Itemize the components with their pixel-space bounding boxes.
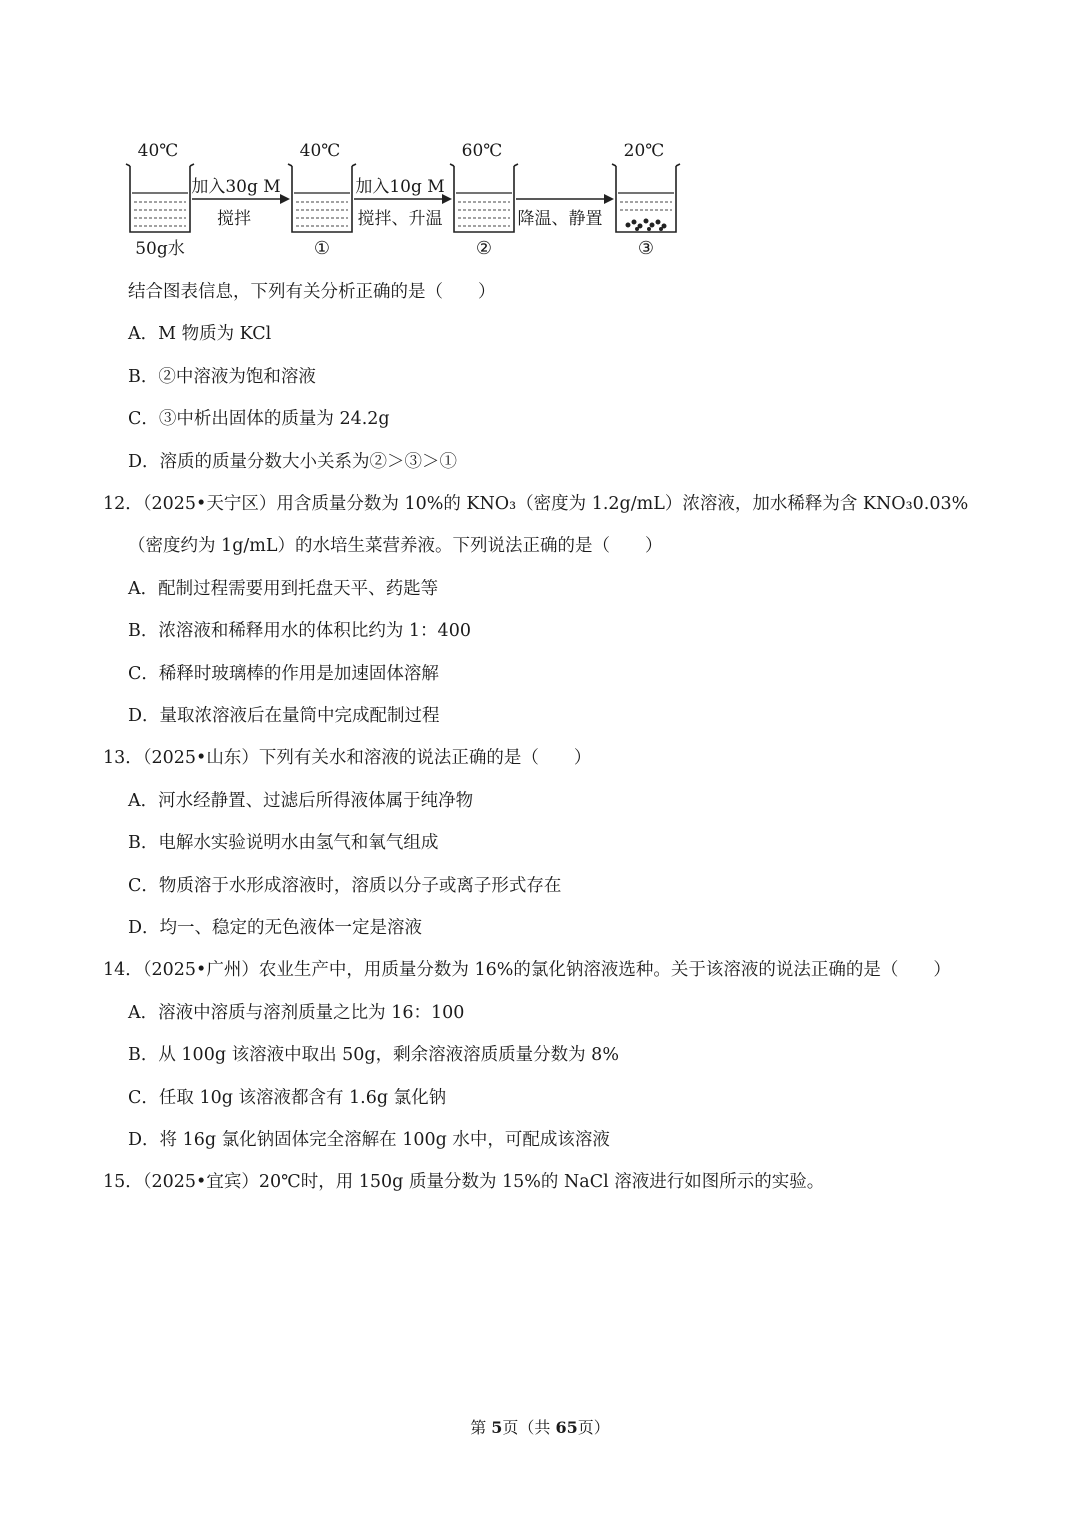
label-2: ②	[475, 238, 493, 259]
step2-bottom: 搅拌、升温	[357, 209, 443, 229]
q12-option-b: B．浓溶液和稀释用水的体积比约为 1：400	[128, 621, 471, 641]
beaker-1	[126, 141, 194, 259]
step1-bottom: 搅拌	[217, 209, 251, 229]
q13-option-c: C．物质溶于水形成溶液时，溶质以分子或离子形式存在	[128, 876, 562, 896]
q12-stem-line2: （密度约为 1g/mL）的水培生菜营养液。下列说法正确的是（ ）	[128, 536, 663, 556]
q15-stem: 15．（2025•宜宾）20℃时，用 150g 质量分数为 15%的 NaCl 溶液进行如图所示的实验。	[103, 1172, 825, 1192]
step3-bottom: 降温、静置	[517, 209, 603, 229]
footer-prefix: 第	[470, 1418, 492, 1437]
q14-option-a: A．溶液中溶质与溶剂质量之比为 16：100	[128, 1003, 465, 1023]
label-3: ③	[637, 238, 655, 259]
temp-3: 60℃	[461, 141, 503, 161]
q13-option-b: B．电解水实验说明水由氢气和氧气组成	[128, 833, 439, 853]
temp-4: 20℃	[623, 141, 665, 161]
experiment-diagram	[120, 130, 690, 260]
q11-option-c: C．③中析出固体的质量为 24.2g	[128, 409, 390, 429]
arrow-1	[191, 177, 290, 229]
crystal-precipitate	[626, 219, 667, 232]
q13-option-a: A．河水经静置、过滤后所得液体属于纯净物	[128, 791, 474, 811]
arrow-3	[516, 194, 614, 229]
q11-option-b: B．②中溶液为饱和溶液	[128, 367, 316, 387]
q12-option-d: D．量取浓溶液后在量筒中完成配制过程	[128, 706, 440, 726]
step2-top: 加入10g M	[355, 177, 445, 197]
temp-1: 40℃	[137, 141, 179, 161]
label-1: ①	[313, 238, 331, 259]
footer-suffix: 页）	[577, 1418, 610, 1437]
page-footer	[0, 1415, 1080, 1438]
footer-total-pages: 65	[555, 1418, 578, 1437]
temp-2: 40℃	[299, 141, 341, 161]
q13-option-d: D．均一、稳定的无色液体一定是溶液	[128, 918, 423, 938]
q11-stem: 结合图表信息，下列有关分析正确的是（ ）	[128, 282, 496, 302]
beaker-4	[612, 141, 680, 259]
footer-mid: 页（共	[502, 1418, 556, 1437]
q14-option-d: D．将 16g 氯化钠固体完全溶解在 100g 水中，可配成该溶液	[128, 1130, 610, 1150]
q14-option-c: C．任取 10g 该溶液都含有 1.6g 氯化钠	[128, 1088, 447, 1108]
beaker-2	[288, 141, 356, 259]
q11-option-a: A．M 物质为 KCl	[128, 324, 272, 344]
label-water: 50g水	[135, 239, 185, 259]
q12-stem-line1: 12．（2025•天宁区）用含质量分数为 10%的 KNO₃（密度为 1.2g/mL）浓溶液，加水稀释为含 KNO₃0.03%	[103, 494, 969, 514]
step1-top: 加入30g M	[191, 177, 281, 197]
q12-option-c: C．稀释时玻璃棒的作用是加速固体溶解	[128, 664, 439, 684]
q14-stem: 14．（2025•广州）农业生产中，用质量分数为 16%的氯化钠溶液选种。关于该溶液的说法正确的是（ ）	[103, 960, 951, 980]
q11-option-d: D．溶质的质量分数大小关系为②＞③＞①	[128, 452, 458, 472]
beaker-3	[450, 141, 518, 259]
footer-page-number: 5	[491, 1418, 503, 1437]
q13-stem: 13．（2025•山东）下列有关水和溶液的说法正确的是（ ）	[103, 748, 592, 768]
q12-option-a: A．配制过程需要用到托盘天平、药匙等	[128, 579, 439, 599]
q14-option-b: B．从 100g 该溶液中取出 50g，剩余溶液溶质质量分数为 8%	[128, 1045, 619, 1065]
arrow-2	[354, 177, 452, 229]
